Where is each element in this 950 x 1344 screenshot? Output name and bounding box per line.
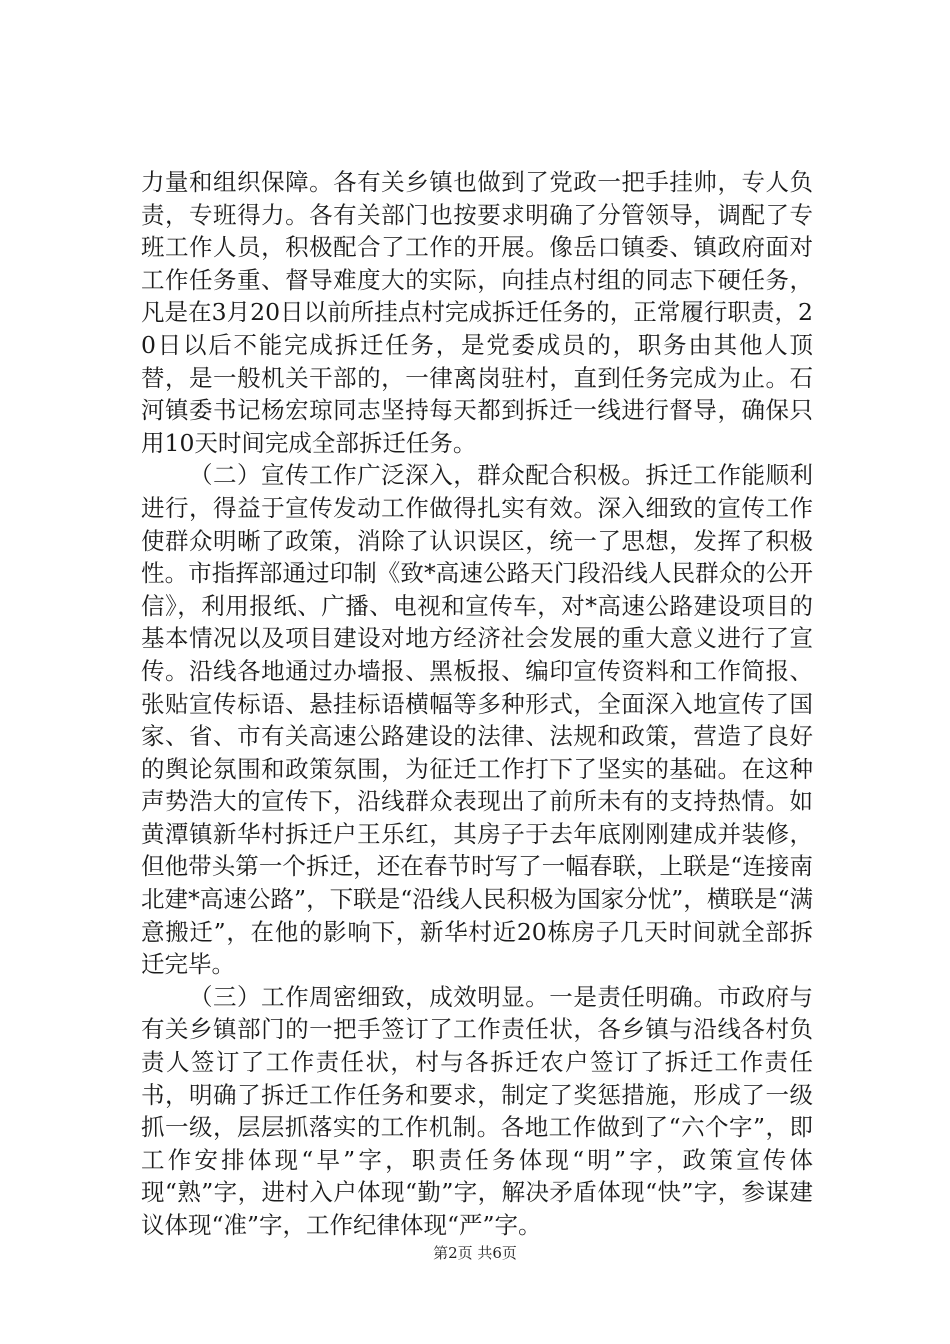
document-body [141,166,813,1242]
paragraph-publicity: （二）宣传工作广泛深入，群众配合积极。拆迁工作能顺利进行，得益于宣传发动工作做得扎实有效。深入细致的宣传工作使群众明晰了政策，消除了认识误区，统一了思想，发挥了积极性。市指挥部通过印制《致*高速公路天门段沿线人民群众的公开信》，利用报纸、广播、电视和宣传车，对*高速公路建设项目的基本情况以及项目建设对地方经济社会发展的重大意义进行了宣传。沿线各地通过办墙报、黑板报、编印宣传资料和工作简报、张贴宣传标语、悬挂标语横幅等多种形式，全面深入地宣传了国家、省、市有关高速公路建设的法律、法规和政策，营造了良好的舆论氛围和政策氛围，为征迁工作打下了坚实的基础。在这种声势浩大的宣传下，沿线群众表现出了前所未有的支持热情。如黄潭镇新华村拆迁户王乐红，其房子于去年底刚刚建成并装修，但他带头第一个拆迁，还在春节时写了一幅春联，上联是“连接南北建*高速公路”，下联是“沿线人民积极为国家分忧”，横联是“满意搬迁”，在他的影响下，新华村近20栋房子几天时间就全部拆迁完毕。 [141,461,813,979]
paragraph-continuation: 力量和组织保障。各有关乡镇也做到了党政一把手挂帅，专人负责，专班得力。各有关部门也按要求明确了分管领导，调配了专班工作人员，积极配合了工作的开展。像岳口镇委、镇政府面对工作任务重、督导难度大的实际，向挂点村组的同志下硬任务，凡是在3月20日以前所挂点村完成拆迁任务的，正常履行职责，20日以后不能完成拆迁任务，是党委成员的，职务由其他人顶替，是一般机关干部的，一律离岗驻村，直到任务完成为止。石河镇委书记杨宏琼同志坚持每天都到拆迁一线进行督导，确保只用10天时间完成全部拆迁任务。 [141,168,813,457]
paragraph-work-details: （三）工作周密细致，成效明显。一是责任明确。市政府与有关乡镇部门的一把手签订了工作责任状，各乡镇与沿线各村负责人签订了工作责任状，村与各拆迁农户签订了拆迁工作责任书，明确了拆迁工作任务和要求，制定了奖惩措施，形成了一级抓一级，层层抓落实的工作机制。各地工作做到了“六个字”，即工作安排体现“早”字，职责任务体现“明”字，政策宣传体现“熟”字，进村入户体现“勤”字，解决矛盾体现“快”字，参谋建议体现“准”字，工作纪律体现“严”字。 [141,982,813,1239]
page-number-footer: 第2页 共6页 [433,1244,517,1262]
